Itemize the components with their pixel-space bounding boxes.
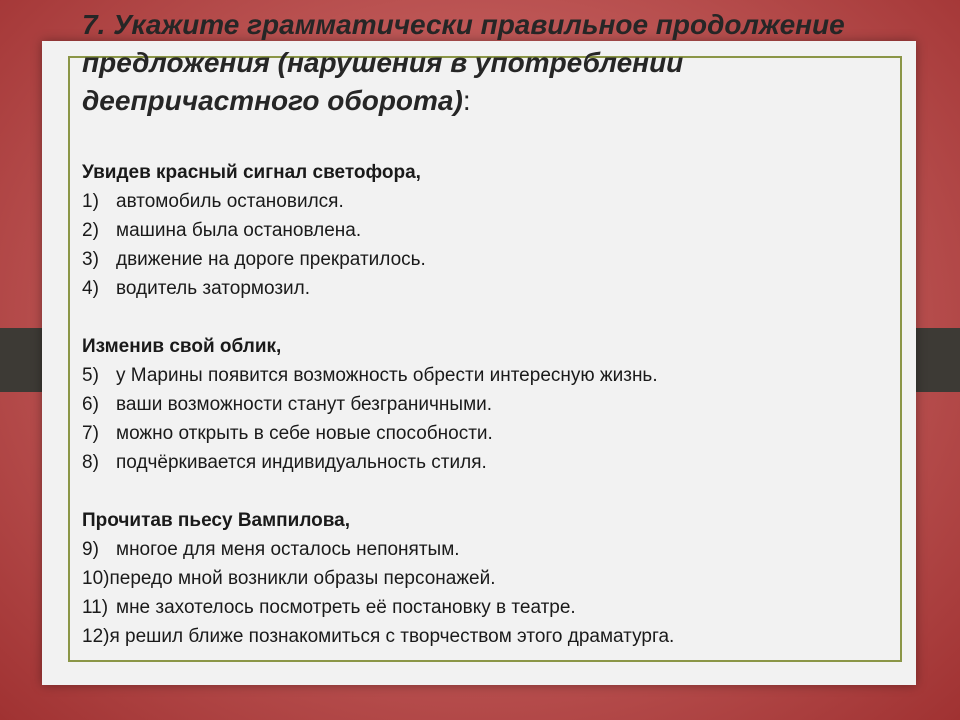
option-9	[82, 535, 882, 564]
option-text: мне захотелось посмотреть её постановку в театре.	[116, 597, 576, 618]
title-main: 7. Укажите грамматически правильное продолжение предложения (нарушения в употреблении деепричастного оборота)	[82, 9, 845, 116]
option-number: 10)	[82, 568, 110, 589]
option-number: 4)	[82, 278, 99, 299]
option-number: 9)	[82, 539, 99, 560]
option-text: я решил ближе познакомиться с творчеством этого драматурга.	[109, 626, 675, 647]
option-text: передо мной возникли образы персонажей.	[109, 568, 496, 589]
option-number: 11)	[82, 597, 109, 618]
option-text: подчёркивается индивидуальность стиля.	[116, 452, 487, 473]
option-3	[82, 245, 882, 274]
option-number: 5)	[82, 365, 99, 386]
option-number: 1)	[82, 191, 99, 212]
option-number: 6)	[82, 394, 99, 415]
option-2	[82, 216, 882, 245]
option-number: 3)	[82, 249, 99, 270]
option-1	[82, 187, 882, 216]
sentence-group-1	[82, 158, 882, 303]
question-content	[82, 158, 882, 680]
option-text: водитель затормозил.	[116, 278, 311, 299]
sentence-group-3	[82, 506, 882, 651]
option-text: автомобиль остановился.	[116, 191, 344, 212]
option-text: у Марины появится возможность обрести интересную жизнь.	[116, 365, 658, 386]
option-8	[82, 448, 882, 477]
option-10	[82, 564, 882, 593]
option-number: 12)	[82, 626, 110, 647]
option-7	[82, 419, 882, 448]
option-12	[82, 622, 882, 651]
option-text: движение на дороге прекратилось.	[116, 249, 426, 270]
sentence-group-2	[82, 332, 882, 477]
option-number: 8)	[82, 452, 99, 473]
slide-title	[82, 6, 862, 120]
option-4	[82, 274, 882, 303]
group-heading: Увидев красный сигнал светофора,	[82, 162, 421, 183]
option-5	[82, 361, 882, 390]
option-number: 7)	[82, 423, 99, 444]
option-6	[82, 390, 882, 419]
option-11	[82, 593, 882, 622]
group-heading: Прочитав пьесу Вампилова,	[82, 510, 351, 531]
group-heading: Изменив свой облик,	[82, 336, 282, 357]
option-number: 2)	[82, 220, 99, 241]
option-text: можно открыть в себе новые способности.	[116, 423, 493, 444]
option-text: многое для меня осталось непонятым.	[116, 539, 460, 560]
option-text: ваши возможности станут безграничными.	[116, 394, 493, 415]
title-colon: :	[462, 85, 471, 116]
option-text: машина была остановлена.	[116, 220, 362, 241]
